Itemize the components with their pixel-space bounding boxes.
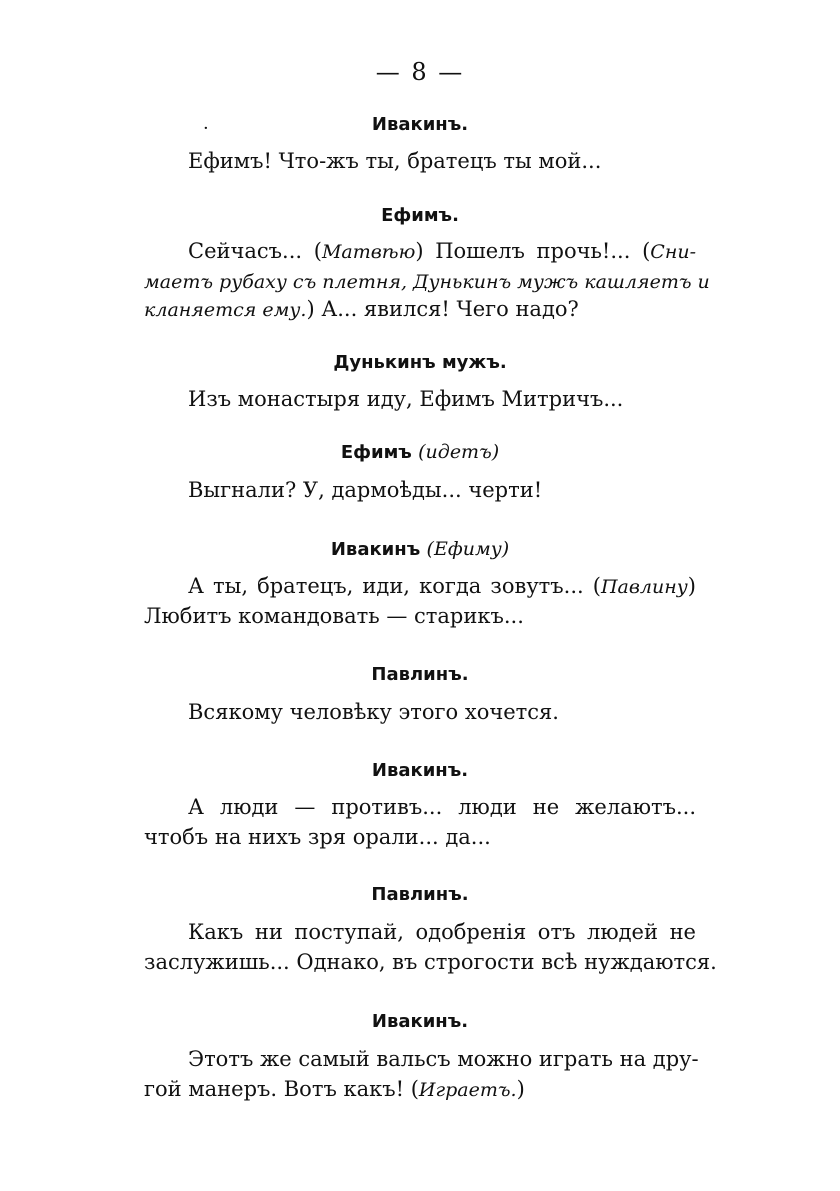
text-segment: А люди — противъ... люди не желаютъ...	[188, 795, 696, 819]
text-segment: Какъ ни поступай, одобренія отъ людей не	[188, 920, 696, 944]
stage-direction: Павлину	[600, 576, 688, 598]
dialogue-line	[144, 822, 696, 852]
text-segment: Любитъ командовать — старикъ...	[144, 604, 524, 628]
dialogue-line	[188, 571, 696, 602]
dialogue-line	[144, 266, 710, 297]
text-segment: Изъ монастыря иду, Ефимъ Митричъ...	[188, 387, 624, 411]
page-number: — 8 —	[375, 58, 465, 86]
text-segment: )	[687, 574, 696, 598]
text-segment: Выгнали? У, дармоѣды... черти!	[188, 478, 543, 502]
speaker-line	[0, 441, 840, 463]
dialogue-line	[144, 294, 696, 325]
text-segment: Всякому человѣку этого хочется.	[188, 700, 559, 724]
speaker-name: Павлинъ.	[371, 884, 469, 905]
speaker-name: Ивакинъ.	[371, 1011, 469, 1032]
text-segment: ) А... явился! Чего надо?	[306, 297, 579, 321]
dialogue-line	[188, 1044, 699, 1074]
dialogue-line	[188, 146, 696, 176]
speaker-line	[0, 538, 840, 560]
dialogue-line	[188, 697, 696, 727]
text-segment: заслужишь... Однако, въ строгости всѣ нуждаются.	[144, 950, 717, 974]
dialogue-line	[188, 792, 696, 822]
speaker-direction: (идетъ)	[418, 441, 500, 463]
dialogue-line	[144, 1074, 696, 1105]
speaker-name: Павлинъ.	[371, 664, 469, 685]
dialogue-line	[188, 475, 696, 505]
dialogue-line	[188, 917, 696, 947]
stray-mark: ·	[203, 118, 209, 139]
speaker-name: Дунькинъ мужъ.	[333, 352, 507, 373]
dialogue-line	[188, 384, 696, 414]
text-segment: А ты, братецъ, иди, когда зовутъ... (	[188, 574, 601, 598]
stage-direction: кланяется ему.	[144, 299, 307, 321]
text-segment: Этотъ же самый вальсъ можно играть на дру-	[188, 1047, 699, 1071]
dialogue-line	[144, 601, 696, 631]
speaker-name: Ефимъ	[340, 442, 412, 463]
stage-direction: Матвѣю	[321, 241, 416, 263]
speaker-name: Ефимъ.	[381, 205, 459, 226]
text-segment: гой манеръ. Вотъ какъ! (	[144, 1077, 419, 1101]
stage-direction: маетъ рубаху съ плетня, Дунькинъ мужъ кашляетъ и	[144, 271, 710, 293]
text-segment: )	[516, 1077, 525, 1101]
speaker-name: Ивакинъ.	[371, 760, 469, 781]
text-segment: Ефимъ! Что-жъ ты, братецъ ты мой...	[188, 149, 602, 173]
text-segment: чтобъ на нихъ зря орали... да...	[144, 825, 491, 849]
text-segment: ) Пошелъ прочь!... (	[415, 239, 651, 263]
text-segment: Сейчасъ... (	[188, 239, 322, 263]
speaker-name: Ивакинъ	[330, 539, 421, 560]
speaker-direction: (Ефиму)	[426, 538, 510, 560]
dialogue-line	[144, 947, 717, 977]
stage-direction: Играетъ.	[418, 1079, 517, 1101]
speaker-name: Ивакинъ.	[371, 114, 469, 135]
stage-direction: Сни-	[650, 241, 696, 263]
dialogue-line	[188, 236, 696, 267]
